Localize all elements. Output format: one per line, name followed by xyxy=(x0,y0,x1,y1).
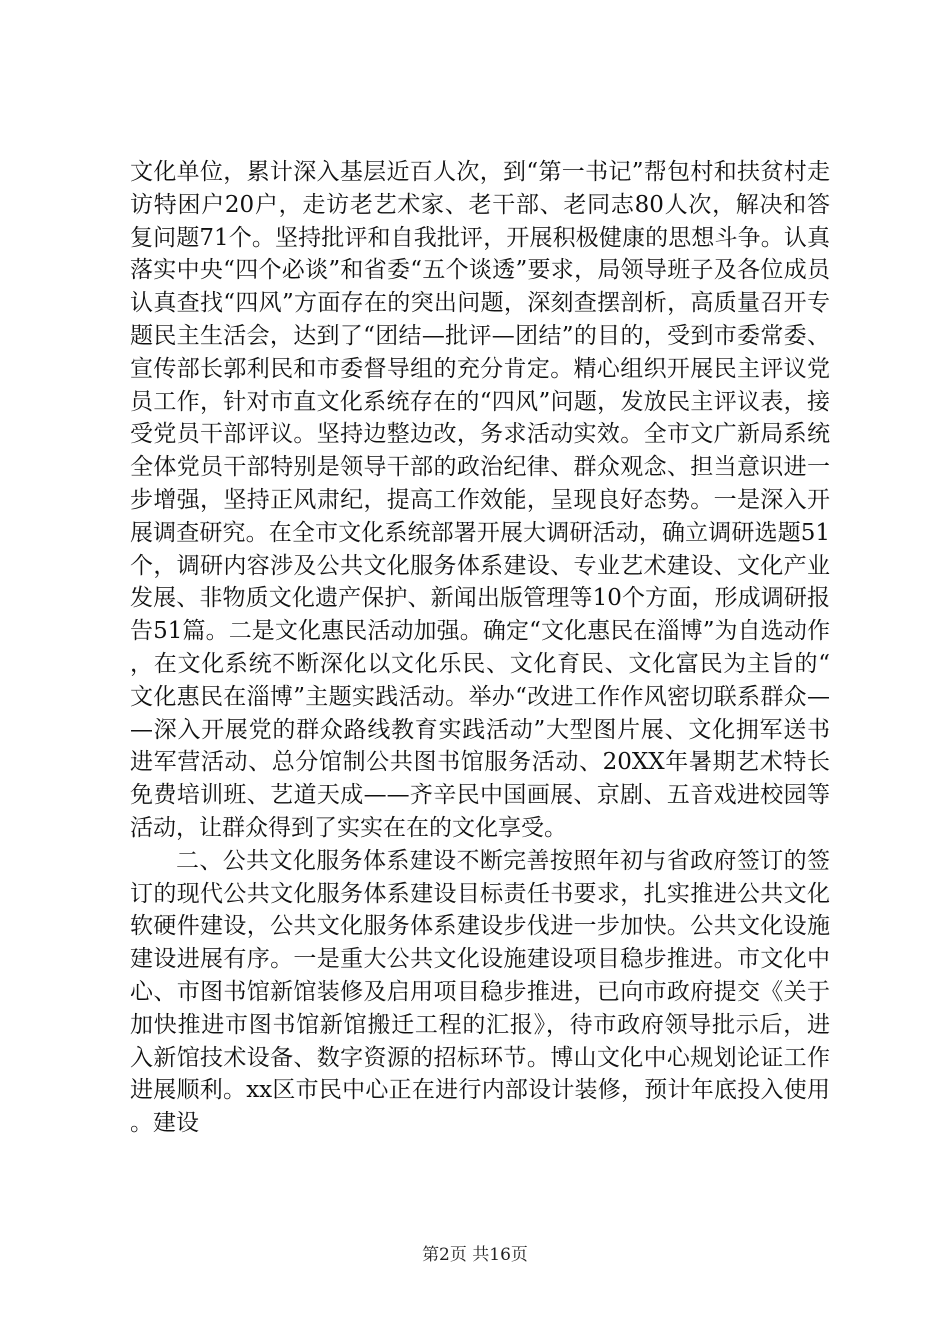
page-footer: 第2页 共16页 xyxy=(422,1245,528,1265)
paragraph-2: 二、公共文化服务体系建设不断完善按照年初与省政府签订的签订的现代公共文化服务体系建设目标责任书要求，扎实推进公共文化软硬件建设，公共文化服务体系建设步伐进一步加快。公共文化设施建设进展有序。一是重大公共文化设施建设项目稳步推进。市文化中心、市图书馆新馆装修及启用项目稳步推进，已向市政府提交《关于加快推进市图书馆新馆搬迁工程的汇报》，待市政府领导批示后，进入新馆技术设备、数字资源的招标环节。博山文化中心规划论证工作进展顺利。xx区市民中心正在进行内部设计装修，预计年底投入使用。建设 xyxy=(130,847,830,1137)
paragraph-1: 文化单位，累计深入基层近百人次，到“第一书记”帮包村和扶贫村走访特困户20户，走访老艺术家、老干部、老同志80人次，解决和答复问题71个。坚持批评和自我批评，开展积极健康的思想斗争。认真落实中央“四个必谈”和省委“五个谈透”要求，局领导班子及各位成员认真查找“四风”方面存在的突出问题，深刻查摆剖析，高质量召开专题民主生活会，达到了“团结—批评—团结”的目的，受到市委常委、宣传部长郭利民和市委督导组的充分肯定。精心组织开展民主评议党员工作，针对市直文化系统存在的“四风”问题，发放民主评议表，接受党员干部评议。坚持边整边改，务求活动实效。全市文广新局系统全体党员干部特别是领导干部的政治纪律、群众观念、担当意识进一步增强，坚持正风肃纪，提高工作效能，呈现良好态势。一是深入开展调查研究。在全市文化系统部署开展大调研活动，确立调研选题51个，调研内容涉及公共文化服务体系建设、专业艺术建设、文化产业发展、非物质文化遗产保护、新闻出版管理等10个方面，形成调研报告51篇。二是文化惠民活动加强。确定“文化惠民在淄博”为自选动作，在文化系统不断深化以文化乐民、文化育民、文化富民为主旨的“文化惠民在淄博”主题实践活动。举办“改进工作作风密切联系群众——深入开展党的群众路线教育实践活动”大型图片展、文化拥军送书进军营活动、总分馆制公共图书馆服务活动、20XX年暑期艺术特长免费培训班、艺道天成——齐辛民中国画展、京剧、五音戏进校园等活动，让群众得到了实实在在的文化享受。 xyxy=(130,159,830,841)
body-text xyxy=(130,156,830,1140)
